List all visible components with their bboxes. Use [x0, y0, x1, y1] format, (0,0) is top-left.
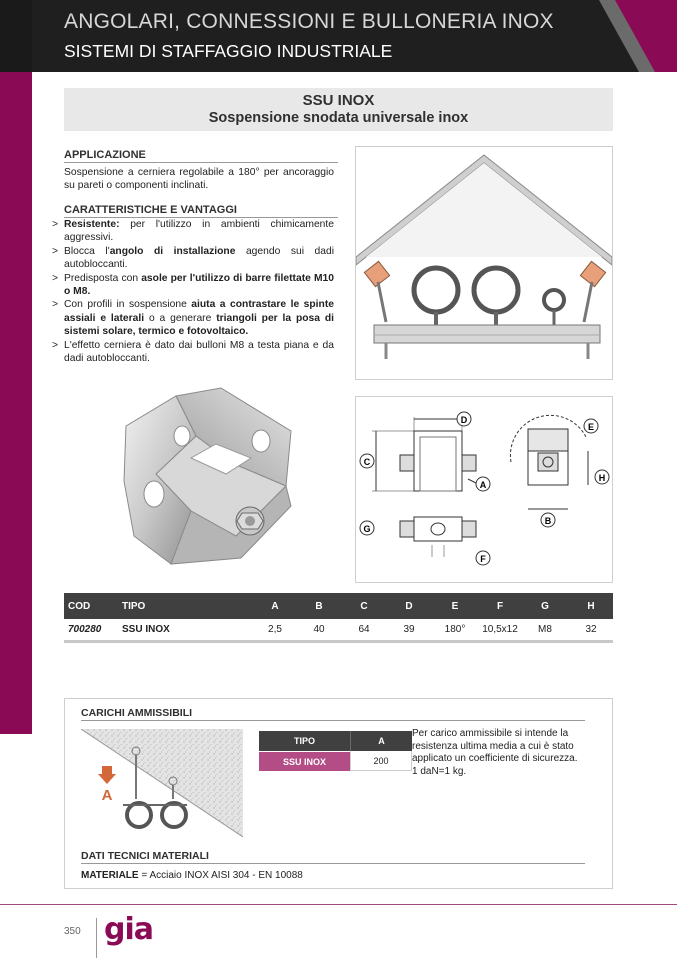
product-name: SSU INOX: [302, 92, 375, 109]
dim-label-h: H: [598, 473, 606, 483]
load-col-a: A: [350, 731, 412, 751]
installation-drawing: [356, 147, 612, 379]
page-header: [0, 0, 677, 72]
spec-table: [64, 593, 613, 643]
loads-note-text: Per carico ammissibile si intende la resistenza ultima media a cui è stato applicato un coefficiente di sicurezza.: [412, 728, 578, 764]
dim-label-f: F: [480, 554, 486, 564]
material-label: MATERIALE: [81, 870, 139, 881]
dim-label-d: D: [460, 415, 468, 425]
product-photo: [116, 386, 306, 571]
load-cell-tipo: SSU INOX: [259, 751, 350, 771]
loads-heading: CARICHI AMMISSIBILI: [81, 707, 585, 721]
tech-data-heading: DATI TECNICI MATERIALI: [81, 850, 585, 864]
cell-cod: 700280: [68, 624, 102, 635]
cell-c: 64: [358, 624, 370, 635]
feature-item: > Predisposta con asole per l'utilizzo di barre filettate M10 o M8.: [52, 272, 334, 298]
feature-item: > Resistente: per l'utilizzo in ambienti chimicamente aggressivi.: [52, 219, 334, 244]
table-row: [64, 619, 613, 643]
material-line: [81, 870, 303, 881]
technical-drawing: [355, 396, 613, 583]
loads-panel: [64, 698, 613, 889]
feature-item: > L'effetto cerniera è dato dai bulloni M8 a testa piana e da dadi autobloccanti.: [52, 339, 334, 365]
col-header-e: E: [451, 600, 459, 612]
features-heading: CARATTERISTICHE E VANTAGGI: [64, 204, 338, 218]
dim-label-e: E: [587, 422, 595, 432]
load-table: [259, 731, 412, 771]
cell-e: 180°: [444, 624, 466, 635]
load-cell-a: 200: [350, 751, 412, 771]
dim-label-c: C: [363, 457, 371, 467]
col-header-d: D: [405, 600, 413, 612]
gia-logo: gia: [104, 912, 154, 947]
header-corner-graphic: [557, 0, 677, 72]
col-header-g: G: [541, 600, 549, 612]
load-col-tipo: TIPO: [259, 731, 350, 751]
loads-note: [412, 728, 590, 778]
table-row: [259, 751, 412, 771]
page-title: ANGOLARI, CONNESSIONI E BULLONERIA INOX: [64, 10, 554, 33]
dim-label-a: A: [479, 480, 487, 490]
dimension-drawing: [356, 397, 612, 582]
features-list: [52, 218, 334, 365]
dim-label-b: B: [544, 516, 552, 526]
page-number: 350: [64, 926, 81, 937]
col-header-c: C: [360, 600, 368, 612]
header-left-accent: [0, 0, 32, 72]
side-accent-bar: [0, 72, 32, 734]
installation-image: [355, 146, 613, 380]
product-title-band: [64, 88, 613, 131]
cell-f: 10,5x12: [482, 624, 518, 635]
cell-tipo: SSU INOX: [122, 624, 170, 635]
dim-label-g: G: [363, 524, 371, 534]
col-header-h: H: [587, 600, 595, 612]
feature-item: > Blocca l'angolo di installazione agendo sui dadi autobloccanti.: [52, 245, 334, 271]
page-subtitle: SISTEMI DI STAFFAGGIO INDUSTRIALE: [64, 41, 393, 61]
product-description: Sospensione snodata universale inox: [208, 110, 469, 126]
cell-d: 39: [403, 624, 415, 635]
cell-b: 40: [313, 624, 325, 635]
cell-a: 2,5: [268, 624, 282, 635]
cell-h: 32: [585, 624, 597, 635]
feature-item: > Con profili in sospensione aiuta a contrastare le spinte assiali e laterali o a generare triangoli per la posa di sistemi solare, termico e fotovoltaico.: [52, 299, 335, 338]
footer-rule: [0, 904, 677, 905]
application-text: Sospensione a cerniera regolabile a 180° per ancoraggio su pareti o componenti inclinati.: [64, 167, 334, 192]
load-figure: [81, 729, 243, 837]
col-header-b: B: [315, 600, 323, 612]
col-header-tipo: TIPO: [122, 600, 146, 612]
load-table-header: [259, 731, 412, 751]
col-header-cod: COD: [68, 600, 91, 612]
col-header-f: F: [496, 600, 504, 612]
application-heading: APPLICAZIONE: [64, 149, 338, 163]
spec-table-header: [64, 593, 613, 619]
load-arrow-label: A: [101, 787, 113, 804]
cell-g: M8: [538, 624, 552, 635]
material-value: = Acciaio INOX AISI 304 - EN 10088: [138, 870, 303, 881]
col-header-a: A: [271, 600, 279, 612]
footer-separator: [96, 918, 97, 958]
loads-note-unit: 1 daN=1 kg.: [412, 765, 467, 777]
